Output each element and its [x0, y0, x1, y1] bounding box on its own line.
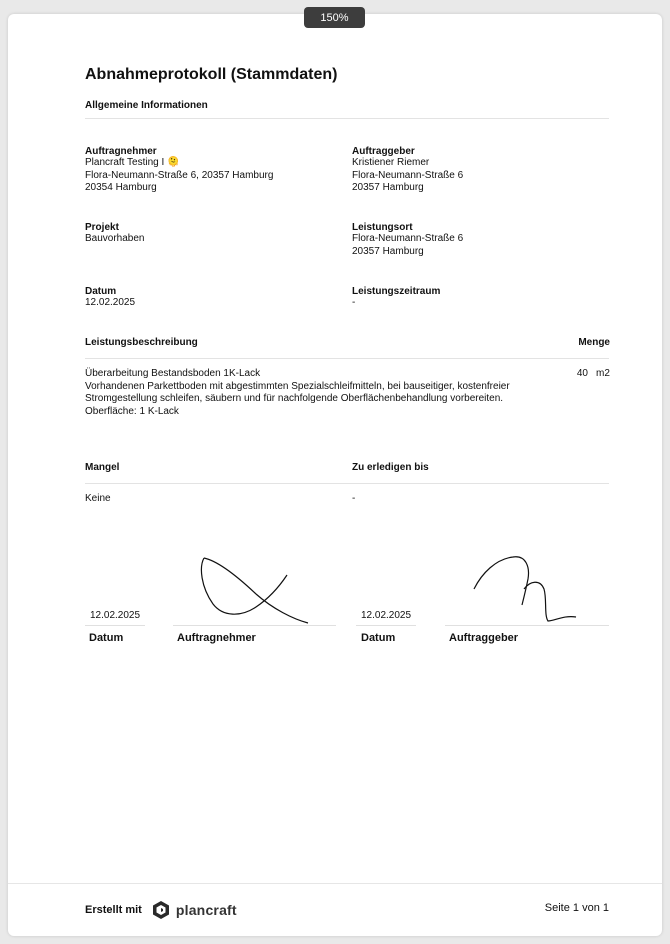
defects-header: Mangel	[85, 462, 120, 473]
period-value: -	[352, 297, 356, 308]
service-item	[85, 368, 555, 418]
project-value: Bauvorhaben	[85, 233, 145, 244]
location-label: Leistungsort	[352, 222, 413, 233]
contractor-signature-label: Auftragnehmer	[177, 632, 256, 644]
plancraft-wordmark: plancraft	[175, 902, 237, 918]
service-item-unit: m2	[596, 368, 610, 379]
contractor-signature-date: 12.02.2025	[90, 610, 141, 621]
contractor-city: 20354 Hamburg	[85, 182, 157, 193]
client-signature	[468, 549, 588, 629]
period-block	[352, 286, 440, 310]
service-item-title: Überarbeitung Bestandsboden 1K-Lack	[85, 368, 261, 379]
client-address: Flora-Neumann-Straße 6	[352, 169, 464, 181]
zoom-level-badge[interactable]: 150%	[304, 7, 365, 28]
due-value: -	[352, 493, 356, 504]
client-block	[352, 146, 463, 195]
contractor-block	[85, 146, 273, 195]
footer-brand-row	[85, 900, 237, 920]
date-block	[85, 286, 135, 310]
signature-line	[173, 625, 336, 626]
service-item-description: Vorhandenen Parkettboden mit abgestimmten Spezialschleifmitteln, bei bauseitiger, kostenfreier	[85, 380, 510, 392]
contractor-signature	[193, 549, 323, 629]
service-item-surface: Oberfläche: 1 K-Lack	[85, 405, 179, 417]
contractor-label: Auftragnehmer	[85, 146, 157, 157]
divider	[85, 483, 609, 484]
client-city: 20357 Hamburg	[352, 182, 424, 193]
footer-divider	[8, 883, 662, 884]
project-block	[85, 222, 145, 246]
client-date-label: Datum	[361, 632, 396, 644]
divider	[85, 358, 609, 359]
location-street: Flora-Neumann-Straße 6	[352, 233, 464, 244]
signature-line	[445, 625, 609, 626]
services-header-quantity: Menge	[578, 337, 610, 348]
created-with-label: Erstellt mit	[85, 904, 142, 916]
signature-line	[356, 625, 416, 626]
signature-line	[85, 625, 145, 626]
client-signature-date: 12.02.2025	[361, 610, 412, 621]
contractor-date-label: Datum	[89, 632, 124, 644]
date-label: Datum	[85, 286, 117, 297]
location-block	[352, 222, 463, 258]
defect-value: Keine	[85, 493, 111, 504]
service-item-description: Stromgestellung schleifen, säubern und für nachfolgende Oberflächenbehandlung vorbereiten.	[85, 393, 504, 404]
divider	[85, 118, 609, 119]
document-title: Abnahmeprotokoll (Stammdaten)	[85, 66, 338, 83]
client-signature-label: Auftraggeber	[449, 632, 519, 644]
project-label: Projekt	[85, 222, 119, 233]
due-header: Zu erledigen bis	[352, 462, 429, 473]
service-item-quantity: 40	[576, 368, 588, 379]
page-number: Seite 1 von 1	[544, 902, 609, 914]
document-page	[8, 14, 662, 936]
client-label: Auftraggeber	[352, 146, 415, 157]
general-info-heading: Allgemeine Informationen	[85, 100, 208, 111]
contractor-name: Plancraft Testing I 🫠	[85, 157, 180, 168]
services-header-description: Leistungsbeschreibung	[85, 337, 198, 348]
date-value: 12.02.2025	[85, 297, 136, 308]
plancraft-logo-icon	[152, 900, 170, 920]
client-name: Kristiener Riemer	[352, 157, 430, 168]
contractor-address: Flora-Neumann-Straße 6, 20357 Hamburg	[85, 169, 274, 181]
plancraft-logo	[152, 900, 237, 920]
period-label: Leistungszeitraum	[352, 286, 441, 297]
location-city: 20357 Hamburg	[352, 245, 424, 257]
